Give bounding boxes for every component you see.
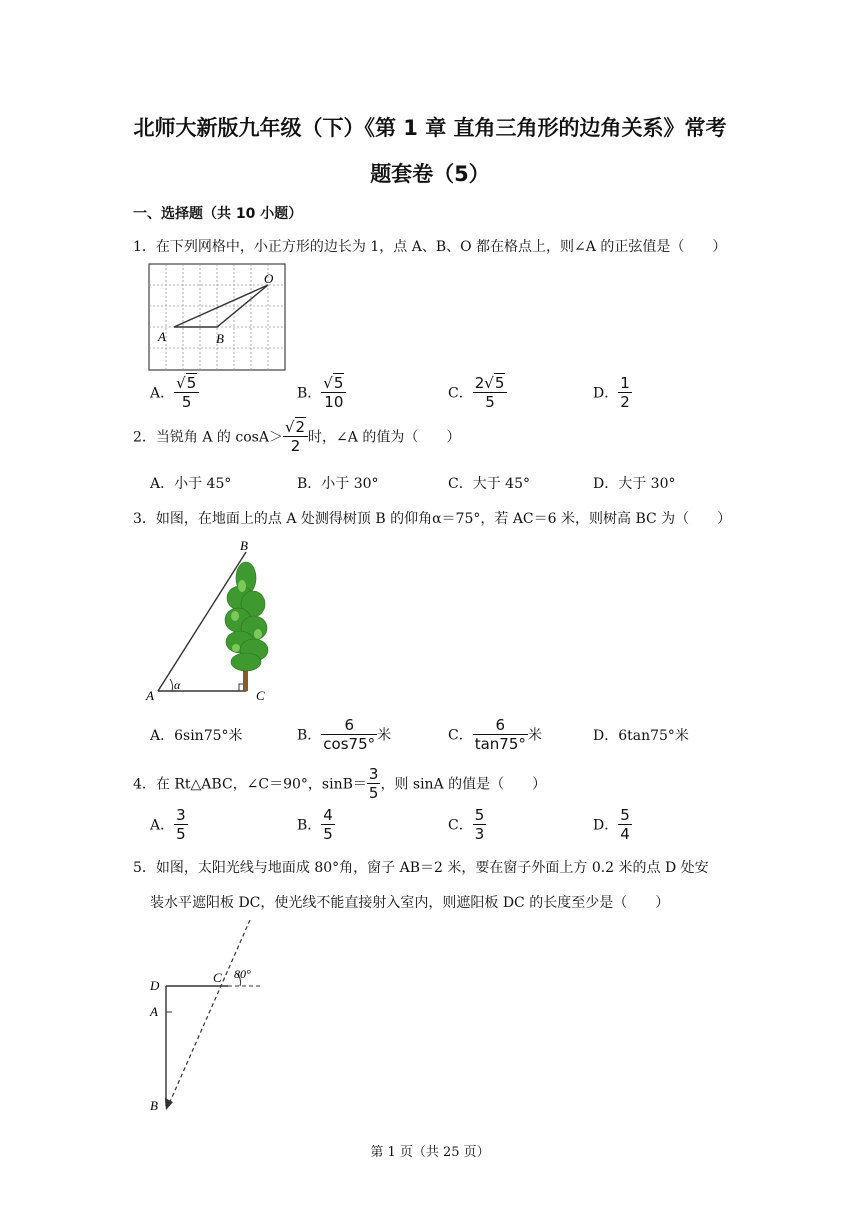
question-5-stem-line1: 5．如图，太阳光线与地面成 80°角，窗子 AB＝2 米，要在窗子外面上方 0.2 米的点 D 处安 [133, 860, 709, 876]
label-A: A [158, 329, 166, 344]
q2-option-a[interactable]: A．小于 45° [150, 476, 232, 492]
label-angle-80: 80° [234, 967, 251, 981]
q3-option-a[interactable]: A．6sin75°米 [150, 728, 243, 744]
question-5-sunshade-figure [140, 920, 280, 1116]
label-C: C [256, 688, 265, 703]
question-1-stem: 1．在下列网格中，小正方形的边长为 1，点 A、B、O 都在格点上，则∠A 的正弦值是（ ） [133, 239, 727, 255]
q2-option-c[interactable]: C．大于 45° [448, 476, 530, 492]
label-B: B [150, 1098, 158, 1113]
page-footer: 第 1 页（共 25 页） [370, 1145, 490, 1160]
question-3-stem: 3．如图，在地面上的点 A 处测得树顶 B 的仰角α＝75°，若 AC＝6 米，则树高 BC 为（ ） [133, 511, 732, 527]
q3-option-b[interactable]: B． $\frac{6}{\cos 75^\circ}$ 米 [297, 716, 392, 753]
q1-option-b[interactable]: B． $\frac{√5}{10}$ [297, 374, 346, 411]
question-1-grid-figure [146, 261, 288, 373]
q3-option-d[interactable]: D．6tan75°米 [593, 728, 689, 744]
q1-option-a[interactable]: A． $\frac{√5}{5}$ [150, 374, 199, 411]
question-4-stem: 4．在 Rt△ABC，∠C＝90°，sinB＝ $\frac{3}{5}$ ，则 sinA 的值是（ ） [133, 765, 547, 802]
label-C: C [213, 970, 222, 985]
section-heading: 一、选择题（共 10 小题） [133, 206, 303, 222]
label-A: A [146, 688, 154, 703]
q1-option-c[interactable]: C． $\frac{2√5}{5}$ [448, 374, 507, 411]
question-3-tree-figure [140, 538, 280, 704]
q4-option-c[interactable]: C． $\frac{5}{3}$ [448, 806, 485, 843]
question-2-stem: 2．当锐角 A 的 cosA＞ $\frac{√2}{2}$ 时，∠A 的值为（ ） [133, 418, 461, 455]
q2-option-b[interactable]: B．小于 30° [297, 476, 379, 492]
q4-option-a[interactable]: A． $\frac{3}{5}$ [150, 806, 186, 843]
q2-option-d[interactable]: D．大于 30° [593, 476, 676, 492]
label-alpha: α [174, 678, 181, 692]
document-title-line1: 北师大新版九年级（下）《第 1 章 直角三角形的边角关系》常考 [133, 116, 727, 140]
label-A: A [150, 1004, 158, 1019]
q4-option-d[interactable]: D． $\frac{5}{4}$ [593, 806, 630, 843]
q1-option-d[interactable]: D． $\frac{1}{2}$ [593, 374, 630, 411]
document-title-line2: 题套卷（5） [370, 162, 490, 186]
label-D: D [150, 978, 160, 993]
q3-option-c[interactable]: C． $\frac{6}{\tan 75^\circ}$ 米 [448, 716, 542, 753]
label-B: B [216, 331, 224, 346]
label-O: O [264, 271, 274, 286]
label-B: B [240, 538, 248, 553]
q4-option-b[interactable]: B． $\frac{4}{5}$ [297, 806, 333, 843]
question-5-stem-line2: 装水平遮阳板 DC，使光线不能直接射入室内，则遮阳板 DC 的长度至少是（ ） [150, 895, 670, 911]
